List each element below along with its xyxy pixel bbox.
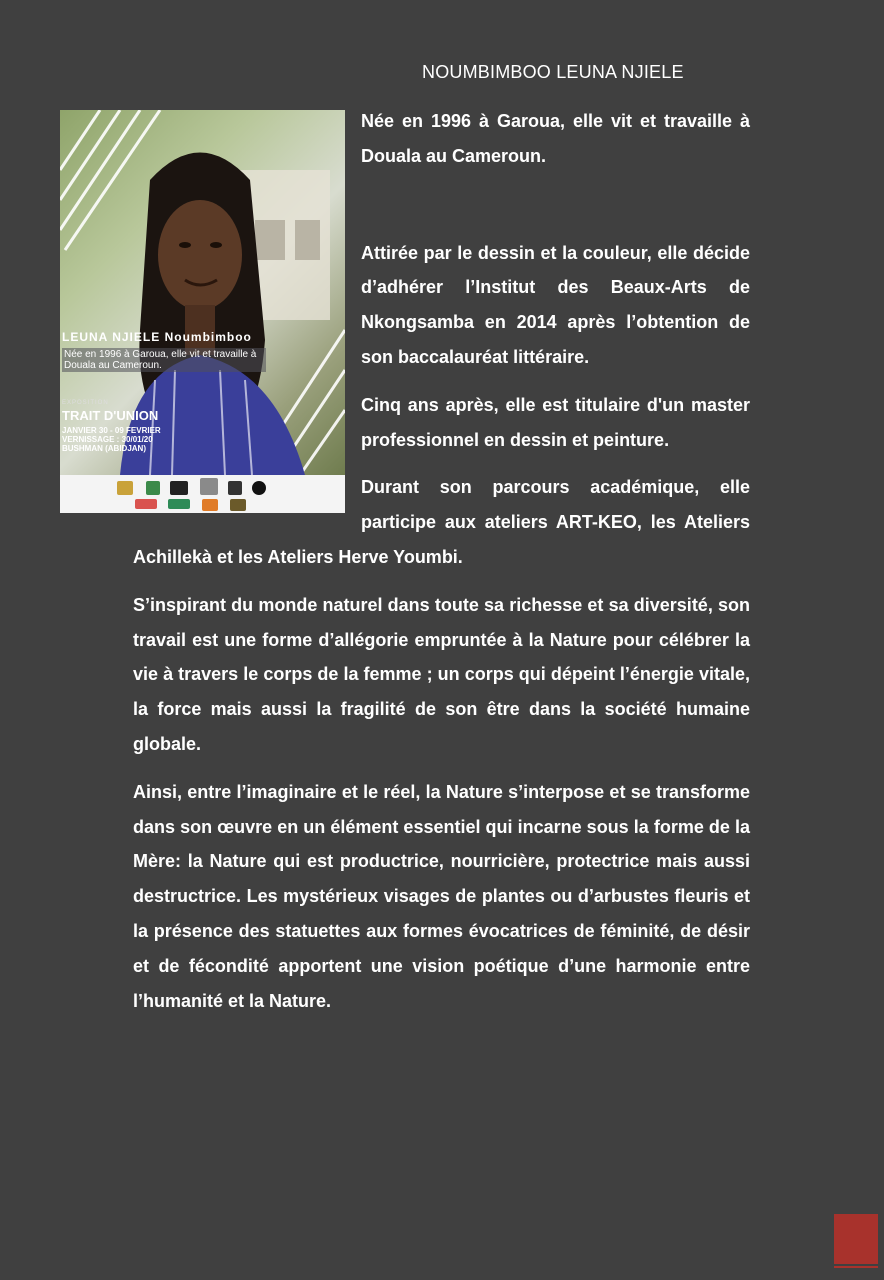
poster-dates: JANVIER 30 - 09 FEVRIER VERNISSAGE : 30/01/20 BUSHMAN (ABIDJAN) (62, 426, 161, 453)
paragraph-workshops: Durant son parcours académique, elle participe aux ateliers ART-KEO, les Ateliers Achillekà et les Ateliers Herve Youmbi. (133, 477, 750, 567)
paragraph-birth: Née en 1996 à Garoua, elle vit et travaille à Douala au Cameroun. (361, 111, 750, 166)
paragraph-master: Cinq ans après, elle est titulaire d'un master professionnel en dessin et peinture. (361, 394, 750, 450)
page-corner-marker (834, 1214, 878, 1264)
paragraph-nature: Ainsi, entre l’imaginaire et le réel, la Nature s’interpose et se transforme dans son œuvre en un élément essentiel qui incarne sous la forme de la Mère: la Nature qui est productrice, nourricière, protectrice mais aussi destructrice. Les mystérieux visages de plantes ou d’arbustes fleuris et la présence des statuettes aux formes évocatrices de féminité, de désir et de fécondité apportent une vision poétique d’une harmonie entre l’humanité et la Nature. (133, 781, 750, 1011)
poster-exhibition-title: TRAIT D'UNION (62, 408, 159, 423)
biography-text (133, 104, 750, 1018)
page-title: NOUMBIMBOO LEUNA NJIELE (422, 62, 684, 82)
poster-bio: Née en 1996 à Garoua, elle vit et travaille à Douala au Cameroun. (62, 348, 266, 372)
paragraph-inspiration: S’inspirant du monde naturel dans toute sa richesse et sa diversité, son travail est une forme d’allégorie empruntée à la Nature pour célébrer la vie à travers le corps de la femme ; un corps qui dépeint l’énergie vitale, la force mais aussi la fragilité de son être dans la société humaine globale. (133, 594, 750, 754)
poster-exposition-label: EXPOSITION (62, 400, 109, 406)
sponsor-logo (117, 481, 133, 495)
page-corner-line (834, 1266, 878, 1268)
poster-artist-name: LEUNA NJIELE Noumbimboo (62, 330, 252, 344)
poster-spacer (133, 104, 361, 519)
paragraph-education: Attirée par le dessin et la couleur, elle décide d’adhérer l’Institut des Beaux-Arts de Nkongsamba en 2014 après l’obtention de son baccalauréat littéraire. (361, 242, 750, 367)
